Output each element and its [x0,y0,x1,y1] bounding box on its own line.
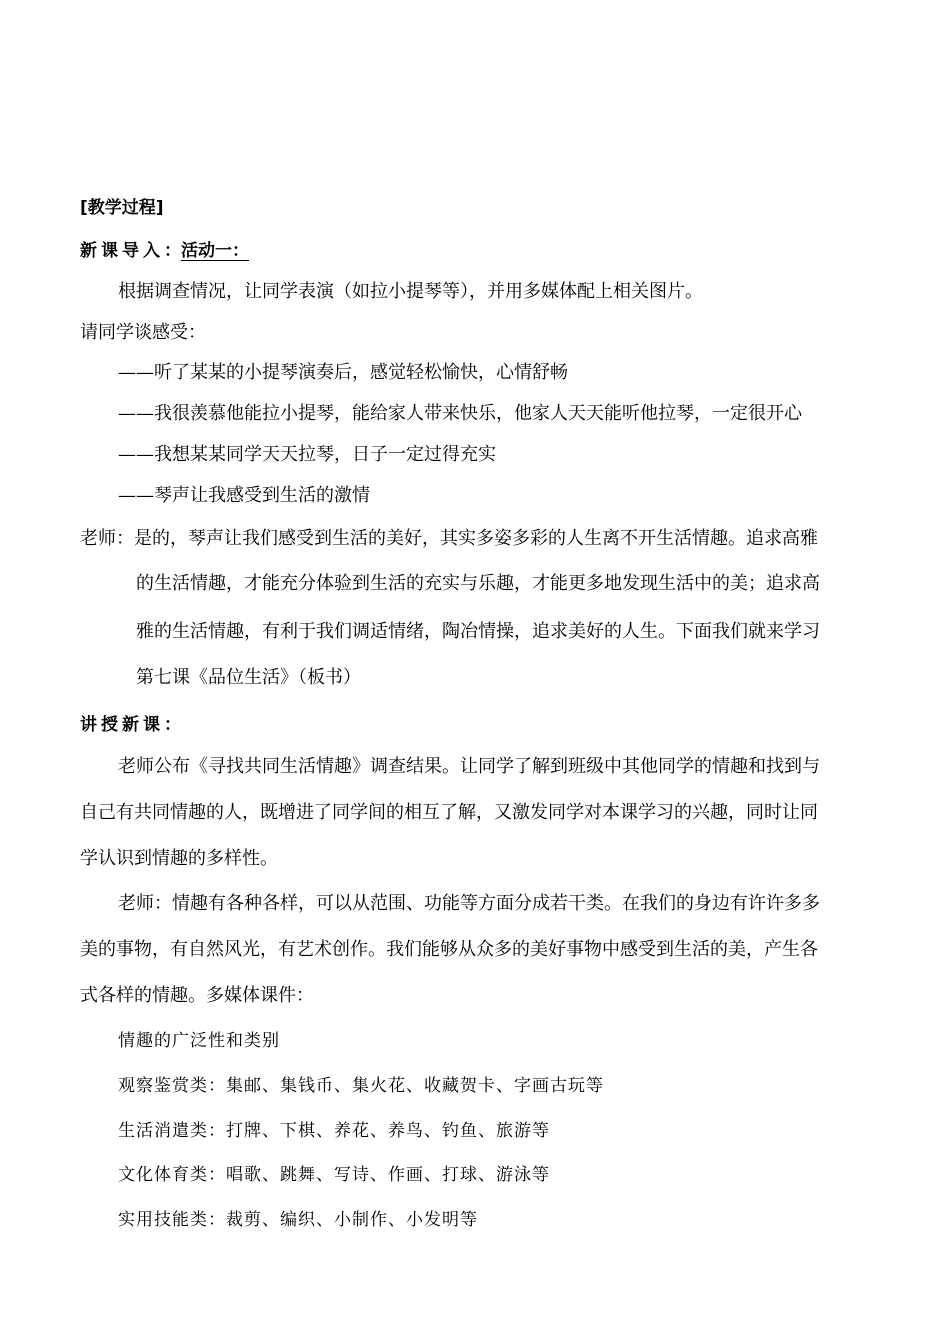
section-heading: [教学过程] [80,198,164,218]
category-item: 实用技能类：裁剪、编织、小制作、小发明等 [118,1210,478,1230]
paragraph-share-feelings: 请同学谈感受： [80,322,206,343]
intro-heading [80,239,249,263]
feeling-item: ——听了某某的小提琴演奏后，感觉轻松愉快，心情舒畅 [118,362,568,383]
survey-paragraph-line: 老师公布《寻找共同生活情趣》调查结果。让同学了解到班级中其他同学的情趣和找到与 [118,756,820,777]
teacher2-paragraph-line: 美的事物，有自然风光，有艺术创作。我们能够从众多的美好事物中感受到生活的美，产生各 [80,939,818,960]
feeling-item: ——我想某某同学天天拉琴，日子一定过得充实 [118,444,496,465]
teacher2-paragraph-line: 老师：情趣有各种各样，可以从范围、功能等方面分成若干类。在我们的身边有许许多多 [118,893,820,914]
feeling-item: ——我很羡慕他能拉小提琴，能给家人带来快乐，他家人天天能听他拉琴，一定很开心 [118,403,802,424]
category-item: 生活消遣类：打牌、下棋、养花、养鸟、钓鱼、旅游等 [118,1121,550,1141]
teacher-paragraph-line: 第七课《品位生活》（板书） [136,667,361,688]
teacher-paragraph-line: 老师：是的，琴声让我们感受到生活的美好，其实多姿多彩的人生离不开生活情趣。追求高雅 [80,528,818,549]
paragraph-performance: 根据调查情况，让同学表演（如拉小提琴等），并用多媒体配上相关图片。 [118,281,703,302]
feeling-item: ——琴声让我感受到生活的激情 [118,485,370,506]
category-item: 观察鉴赏类：集邮、集钱币、集火花、收藏贺卡、字画古玩等 [118,1076,604,1096]
survey-paragraph-line: 自己有共同情趣的人，既增进了同学间的相互了解，又激发同学对本课学习的兴趣，同时让同 [80,802,818,823]
teacher-paragraph-line: 雅的生活情趣，有利于我们调适情绪，陶冶情操，追求美好的人生。下面我们就来学习 [136,621,820,642]
new-lesson-heading: 讲授新课： [80,715,185,735]
intro-colon: ： [164,241,181,261]
teacher2-paragraph-line: 式各样的情趣。多媒体课件： [80,985,314,1006]
survey-paragraph-line: 学认识到情趣的多样性。 [80,848,278,869]
categories-title: 情趣的广泛性和类别 [118,1031,280,1051]
intro-activity: 活动一： [181,241,249,261]
category-item: 文化体育类：唱歌、跳舞、写诗、作画、打球、游泳等 [118,1165,550,1185]
intro-label: 新课导入 [80,241,164,261]
teacher-paragraph-line: 的生活情趣，才能充分体验到生活的充实与乐趣，才能更多地发现生活中的美；追求高 [136,573,820,594]
